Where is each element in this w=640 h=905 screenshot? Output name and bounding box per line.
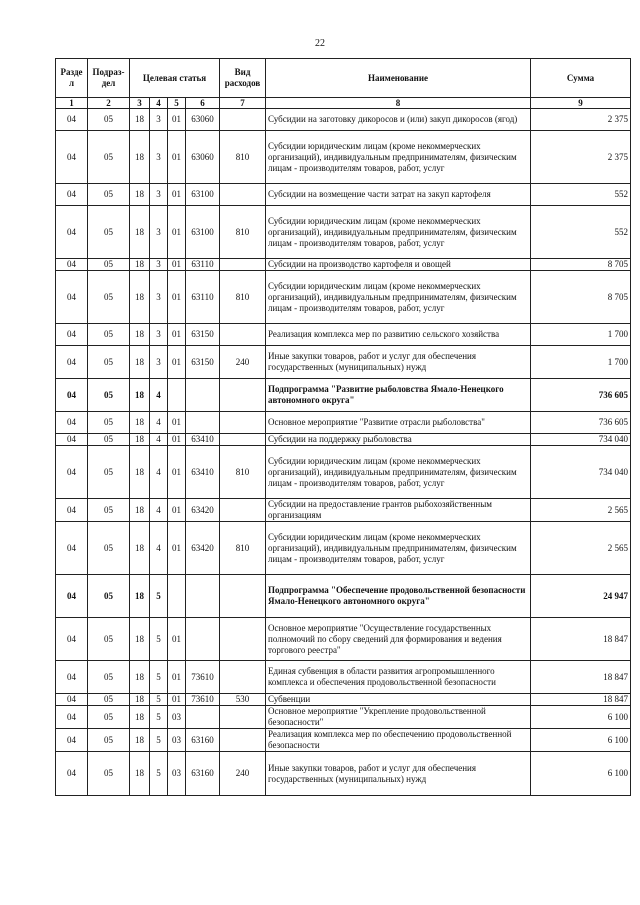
table-row bbox=[56, 184, 631, 206]
column-number-row bbox=[56, 98, 631, 109]
column-number: 4 bbox=[150, 98, 168, 109]
subprogram-code-cell: 4 bbox=[150, 412, 168, 434]
sum-cell: 552 bbox=[531, 184, 631, 206]
sum-cell: 734 040 bbox=[531, 434, 631, 446]
sum-cell: 736 605 bbox=[531, 379, 631, 412]
subprogram-code-cell: 4 bbox=[150, 446, 168, 499]
header-tselevaya-statya: Целевая статья bbox=[130, 59, 220, 98]
expense-type-cell bbox=[220, 706, 266, 729]
sum-cell: 18 847 bbox=[531, 694, 631, 706]
sum-cell: 2 375 bbox=[531, 109, 631, 131]
sum-cell: 1 700 bbox=[531, 346, 631, 379]
name-cell: Субсидии юридическим лицам (кроме некоммерческих организаций), индивидуальным предпринимателям, физическим лицам - производителям товаров, работ, услуг bbox=[266, 131, 531, 184]
subprogram-code-cell: 3 bbox=[150, 259, 168, 271]
razdel-cell: 04 bbox=[56, 206, 88, 259]
subprogram-code-cell: 3 bbox=[150, 346, 168, 379]
name-cell: Иные закупки товаров, работ и услуг для обеспечения государственных (муниципальных) нужд bbox=[266, 346, 531, 379]
event-code-cell: 01 bbox=[168, 499, 186, 522]
table-row bbox=[56, 499, 631, 522]
event-code-cell: 03 bbox=[168, 706, 186, 729]
sum-cell: 18 847 bbox=[531, 618, 631, 661]
table-row bbox=[56, 729, 631, 752]
program-code-cell: 18 bbox=[130, 271, 150, 324]
program-code-cell: 18 bbox=[130, 618, 150, 661]
expense-type-cell: 810 bbox=[220, 131, 266, 184]
event-code-cell: 01 bbox=[168, 324, 186, 346]
program-code-cell: 18 bbox=[130, 131, 150, 184]
event-code-cell bbox=[168, 379, 186, 412]
name-cell: Иные закупки товаров, работ и услуг для обеспечения государственных (муниципальных) нужд bbox=[266, 752, 531, 796]
name-cell: Единая субвенция в области развития агропромышленного комплекса и обеспечения продовольственной безопасности bbox=[266, 661, 531, 694]
sum-cell: 734 040 bbox=[531, 446, 631, 499]
sum-cell: 1 700 bbox=[531, 324, 631, 346]
event-code-cell: 01 bbox=[168, 109, 186, 131]
table-row bbox=[56, 434, 631, 446]
expense-type-cell bbox=[220, 434, 266, 446]
name-cell: Субсидии на поддержку рыболовства bbox=[266, 434, 531, 446]
expense-type-cell bbox=[220, 618, 266, 661]
razdel-cell: 04 bbox=[56, 184, 88, 206]
podrazdel-cell: 05 bbox=[88, 184, 130, 206]
program-code-cell: 18 bbox=[130, 184, 150, 206]
expense-type-cell bbox=[220, 379, 266, 412]
expense-type-cell bbox=[220, 259, 266, 271]
column-number: 8 bbox=[266, 98, 531, 109]
subprogram-code-cell: 5 bbox=[150, 706, 168, 729]
table-row bbox=[56, 131, 631, 184]
sum-cell: 736 605 bbox=[531, 412, 631, 434]
program-code-cell: 18 bbox=[130, 499, 150, 522]
razdel-cell: 04 bbox=[56, 259, 88, 271]
razdel-cell: 04 bbox=[56, 694, 88, 706]
razdel-cell: 04 bbox=[56, 324, 88, 346]
direction-code-cell bbox=[186, 575, 220, 618]
podrazdel-cell: 05 bbox=[88, 694, 130, 706]
table-row bbox=[56, 752, 631, 796]
direction-code-cell: 63100 bbox=[186, 206, 220, 259]
direction-code-cell: 63420 bbox=[186, 499, 220, 522]
podrazdel-cell: 05 bbox=[88, 706, 130, 729]
event-code-cell: 01 bbox=[168, 522, 186, 575]
podrazdel-cell: 05 bbox=[88, 324, 130, 346]
table-row bbox=[56, 694, 631, 706]
subprogram-code-cell: 4 bbox=[150, 379, 168, 412]
table-row bbox=[56, 206, 631, 259]
column-number: 1 bbox=[56, 98, 88, 109]
sum-cell: 6 100 bbox=[531, 752, 631, 796]
subprogram-code-cell: 5 bbox=[150, 694, 168, 706]
name-cell: Подпрограмма "Развитие рыболовства Ямало-Ненецкого автономного округа" bbox=[266, 379, 531, 412]
program-code-cell: 18 bbox=[130, 109, 150, 131]
razdel-cell: 04 bbox=[56, 499, 88, 522]
sum-cell: 24 947 bbox=[531, 575, 631, 618]
podrazdel-cell: 05 bbox=[88, 131, 130, 184]
column-number: 7 bbox=[220, 98, 266, 109]
podrazdel-cell: 05 bbox=[88, 259, 130, 271]
event-code-cell: 01 bbox=[168, 434, 186, 446]
subprogram-code-cell: 3 bbox=[150, 271, 168, 324]
razdel-cell: 04 bbox=[56, 661, 88, 694]
expense-type-cell bbox=[220, 109, 266, 131]
subprogram-code-cell: 4 bbox=[150, 522, 168, 575]
event-code-cell: 01 bbox=[168, 184, 186, 206]
event-code-cell: 01 bbox=[168, 446, 186, 499]
subprogram-code-cell: 3 bbox=[150, 184, 168, 206]
table-row bbox=[56, 575, 631, 618]
expense-type-cell bbox=[220, 499, 266, 522]
direction-code-cell: 63150 bbox=[186, 346, 220, 379]
direction-code-cell: 63160 bbox=[186, 752, 220, 796]
table-row bbox=[56, 271, 631, 324]
direction-code-cell: 63410 bbox=[186, 446, 220, 499]
direction-code-cell: 63410 bbox=[186, 434, 220, 446]
podrazdel-cell: 05 bbox=[88, 618, 130, 661]
header-podrazdel: Подраз- дел bbox=[88, 59, 130, 98]
subprogram-code-cell: 5 bbox=[150, 752, 168, 796]
podrazdel-cell: 05 bbox=[88, 446, 130, 499]
table-row bbox=[56, 379, 631, 412]
direction-code-cell: 63150 bbox=[186, 324, 220, 346]
expense-type-cell: 810 bbox=[220, 206, 266, 259]
event-code-cell: 01 bbox=[168, 131, 186, 184]
direction-code-cell: 63100 bbox=[186, 184, 220, 206]
name-cell: Основное мероприятие "Развитие отрасли рыболовства" bbox=[266, 412, 531, 434]
subprogram-code-cell: 3 bbox=[150, 206, 168, 259]
event-code-cell: 01 bbox=[168, 412, 186, 434]
name-cell: Субсидии на производство картофеля и овощей bbox=[266, 259, 531, 271]
program-code-cell: 18 bbox=[130, 324, 150, 346]
name-cell: Субсидии юридическим лицам (кроме некоммерческих организаций), индивидуальным предпринимателям, физическим лицам - производителям товаров, работ, услуг bbox=[266, 271, 531, 324]
sum-cell: 2 565 bbox=[531, 499, 631, 522]
table-row bbox=[56, 412, 631, 434]
event-code-cell: 01 bbox=[168, 694, 186, 706]
header-razdel: Разде л bbox=[56, 59, 88, 98]
column-number: 2 bbox=[88, 98, 130, 109]
event-code-cell: 01 bbox=[168, 661, 186, 694]
name-cell: Субсидии юридическим лицам (кроме некоммерческих организаций), индивидуальным предпринимателям, физическим лицам - производителям товаров, работ, услуг bbox=[266, 446, 531, 499]
subprogram-code-cell: 4 bbox=[150, 434, 168, 446]
event-code-cell: 01 bbox=[168, 271, 186, 324]
name-cell: Субсидии юридическим лицам (кроме некоммерческих организаций), индивидуальным предпринимателям, физическим лицам - производителям товаров, работ, услуг bbox=[266, 206, 531, 259]
name-cell: Субсидии на возмещение части затрат на закуп картофеля bbox=[266, 184, 531, 206]
razdel-cell: 04 bbox=[56, 109, 88, 131]
table-row bbox=[56, 259, 631, 271]
podrazdel-cell: 05 bbox=[88, 434, 130, 446]
name-cell: Подпрограмма "Обеспечение продовольственной безопасности Ямало-Ненецкого автономного округа" bbox=[266, 575, 531, 618]
program-code-cell: 18 bbox=[130, 206, 150, 259]
table-row bbox=[56, 522, 631, 575]
subprogram-code-cell: 5 bbox=[150, 618, 168, 661]
direction-code-cell: 63110 bbox=[186, 259, 220, 271]
podrazdel-cell: 05 bbox=[88, 752, 130, 796]
program-code-cell: 18 bbox=[130, 346, 150, 379]
podrazdel-cell: 05 bbox=[88, 346, 130, 379]
event-code-cell: 01 bbox=[168, 206, 186, 259]
sum-cell: 6 100 bbox=[531, 729, 631, 752]
name-cell: Субсидии юридическим лицам (кроме некоммерческих организаций), индивидуальным предпринимателям, физическим лицам - производителям товаров, работ, услуг bbox=[266, 522, 531, 575]
razdel-cell: 04 bbox=[56, 706, 88, 729]
program-code-cell: 18 bbox=[130, 706, 150, 729]
table-row bbox=[56, 346, 631, 379]
razdel-cell: 04 bbox=[56, 446, 88, 499]
subprogram-code-cell: 5 bbox=[150, 661, 168, 694]
name-cell: Реализация комплекса мер по развитию сельского хозяйства bbox=[266, 324, 531, 346]
podrazdel-cell: 05 bbox=[88, 412, 130, 434]
table-row bbox=[56, 324, 631, 346]
column-number: 5 bbox=[168, 98, 186, 109]
sum-cell: 2 375 bbox=[531, 131, 631, 184]
program-code-cell: 18 bbox=[130, 694, 150, 706]
razdel-cell: 04 bbox=[56, 412, 88, 434]
page-number: 22 bbox=[315, 38, 325, 49]
event-code-cell bbox=[168, 575, 186, 618]
subprogram-code-cell: 3 bbox=[150, 324, 168, 346]
event-code-cell: 01 bbox=[168, 346, 186, 379]
razdel-cell: 04 bbox=[56, 379, 88, 412]
program-code-cell: 18 bbox=[130, 729, 150, 752]
podrazdel-cell: 05 bbox=[88, 109, 130, 131]
podrazdel-cell: 05 bbox=[88, 379, 130, 412]
column-number: 6 bbox=[186, 98, 220, 109]
sum-cell: 8 705 bbox=[531, 271, 631, 324]
program-code-cell: 18 bbox=[130, 412, 150, 434]
name-cell: Реализация комплекса мер по обеспечению продовольственной безопасности bbox=[266, 729, 531, 752]
razdel-cell: 04 bbox=[56, 131, 88, 184]
direction-code-cell: 63110 bbox=[186, 271, 220, 324]
subprogram-code-cell: 4 bbox=[150, 499, 168, 522]
direction-code-cell: 63420 bbox=[186, 522, 220, 575]
expense-type-cell: 240 bbox=[220, 346, 266, 379]
expense-type-cell: 810 bbox=[220, 522, 266, 575]
sum-cell: 18 847 bbox=[531, 661, 631, 694]
subprogram-code-cell: 5 bbox=[150, 575, 168, 618]
sum-cell: 552 bbox=[531, 206, 631, 259]
program-code-cell: 18 bbox=[130, 446, 150, 499]
razdel-cell: 04 bbox=[56, 434, 88, 446]
subprogram-code-cell: 3 bbox=[150, 109, 168, 131]
direction-code-cell: 73610 bbox=[186, 694, 220, 706]
name-cell: Субсидии на предоставление грантов рыбохозяйственным организациям bbox=[266, 499, 531, 522]
razdel-cell: 04 bbox=[56, 346, 88, 379]
sum-cell: 2 565 bbox=[531, 522, 631, 575]
direction-code-cell: 73610 bbox=[186, 661, 220, 694]
name-cell: Субвенции bbox=[266, 694, 531, 706]
expense-type-cell bbox=[220, 575, 266, 618]
header-row bbox=[56, 59, 631, 98]
podrazdel-cell: 05 bbox=[88, 206, 130, 259]
direction-code-cell bbox=[186, 412, 220, 434]
expense-type-cell bbox=[220, 184, 266, 206]
podrazdel-cell: 05 bbox=[88, 271, 130, 324]
sum-cell: 6 100 bbox=[531, 706, 631, 729]
column-number: 9 bbox=[531, 98, 631, 109]
sum-cell: 8 705 bbox=[531, 259, 631, 271]
program-code-cell: 18 bbox=[130, 575, 150, 618]
podrazdel-cell: 05 bbox=[88, 661, 130, 694]
expense-type-cell bbox=[220, 729, 266, 752]
expense-type-cell: 240 bbox=[220, 752, 266, 796]
direction-code-cell bbox=[186, 706, 220, 729]
razdel-cell: 04 bbox=[56, 575, 88, 618]
program-code-cell: 18 bbox=[130, 434, 150, 446]
program-code-cell: 18 bbox=[130, 522, 150, 575]
podrazdel-cell: 05 bbox=[88, 499, 130, 522]
table-row bbox=[56, 706, 631, 729]
razdel-cell: 04 bbox=[56, 618, 88, 661]
table-row bbox=[56, 109, 631, 131]
column-number: 3 bbox=[130, 98, 150, 109]
table-row bbox=[56, 661, 631, 694]
program-code-cell: 18 bbox=[130, 259, 150, 271]
table-body bbox=[56, 109, 631, 796]
budget-table bbox=[55, 58, 631, 796]
name-cell: Основное мероприятие "Осуществление государственных полномочий по сбору сведений для формирования и ведения торгового реестра" bbox=[266, 618, 531, 661]
expense-type-cell: 810 bbox=[220, 446, 266, 499]
table-row bbox=[56, 446, 631, 499]
table-row bbox=[56, 618, 631, 661]
podrazdel-cell: 05 bbox=[88, 522, 130, 575]
expense-type-cell bbox=[220, 661, 266, 694]
direction-code-cell: 63060 bbox=[186, 131, 220, 184]
expense-type-cell bbox=[220, 324, 266, 346]
event-code-cell: 03 bbox=[168, 729, 186, 752]
event-code-cell: 01 bbox=[168, 259, 186, 271]
header-summa: Сумма bbox=[531, 59, 631, 98]
expense-type-cell: 530 bbox=[220, 694, 266, 706]
expense-type-cell: 810 bbox=[220, 271, 266, 324]
direction-code-cell bbox=[186, 379, 220, 412]
event-code-cell: 01 bbox=[168, 618, 186, 661]
name-cell: Субсидии на заготовку дикоросов и (или) закуп дикоросов (ягод) bbox=[266, 109, 531, 131]
name-cell: Основное мероприятие "Укрепление продовольственной безопасности" bbox=[266, 706, 531, 729]
subprogram-code-cell: 5 bbox=[150, 729, 168, 752]
header-naimenovanie: Наименование bbox=[266, 59, 531, 98]
expense-type-cell bbox=[220, 412, 266, 434]
razdel-cell: 04 bbox=[56, 271, 88, 324]
program-code-cell: 18 bbox=[130, 379, 150, 412]
subprogram-code-cell: 3 bbox=[150, 131, 168, 184]
razdel-cell: 04 bbox=[56, 522, 88, 575]
header-vid-raskhodov: Вид расходов bbox=[220, 59, 266, 98]
direction-code-cell: 63060 bbox=[186, 109, 220, 131]
podrazdel-cell: 05 bbox=[88, 729, 130, 752]
program-code-cell: 18 bbox=[130, 752, 150, 796]
razdel-cell: 04 bbox=[56, 729, 88, 752]
direction-code-cell bbox=[186, 618, 220, 661]
razdel-cell: 04 bbox=[56, 752, 88, 796]
podrazdel-cell: 05 bbox=[88, 575, 130, 618]
event-code-cell: 03 bbox=[168, 752, 186, 796]
program-code-cell: 18 bbox=[130, 661, 150, 694]
direction-code-cell: 63160 bbox=[186, 729, 220, 752]
